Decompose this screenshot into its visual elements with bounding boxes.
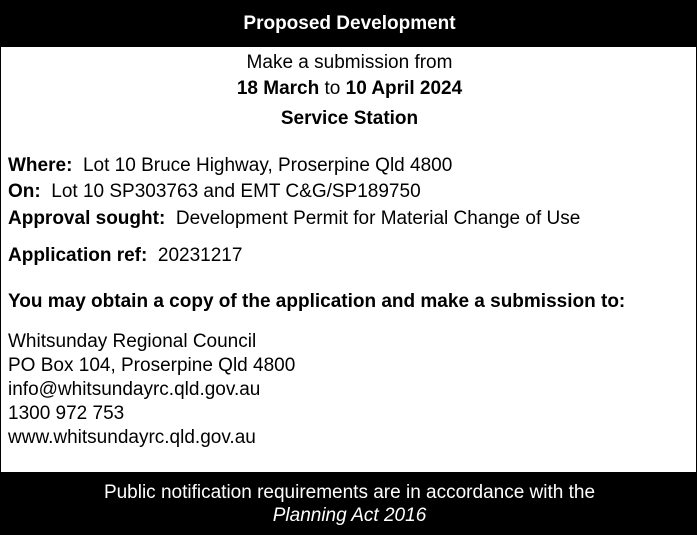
detail-where <box>8 155 452 177</box>
detail-on <box>8 181 421 203</box>
contact-organisation: Whitsunday Regional Council <box>8 331 257 352</box>
where-label: Where: <box>8 155 73 176</box>
header-banner <box>1 0 697 47</box>
contact-website[interactable]: www.whitsundayrc.qld.gov.au <box>8 427 256 448</box>
obtain-heading: You may obtain a copy of the application and make a submission to: <box>8 291 626 312</box>
contact-phone: 1300 972 753 <box>8 403 125 424</box>
ref-value: 20231217 <box>157 245 243 266</box>
footer-banner <box>1 472 697 535</box>
detail-approval <box>8 208 580 230</box>
on-value: Lot 10 SP303763 and EMT C&G/SP189750 <box>51 181 421 202</box>
ref-label: Application ref: <box>8 245 148 266</box>
contact-email[interactable]: info@whitsundayrc.qld.gov.au <box>8 379 261 400</box>
development-type: Service Station <box>280 108 419 129</box>
where-value: Lot 10 Bruce Highway, Proserpine Qld 4800 <box>82 155 453 176</box>
footer-act-name: Planning Act 2016 <box>272 505 427 526</box>
detail-application-ref <box>8 245 242 267</box>
submission-period <box>1 78 697 100</box>
approval-value: Development Permit for Material Change of Use <box>175 208 581 229</box>
approval-label: Approval sought: <box>8 208 166 229</box>
footer-line: Public notification requirements are in accordance with the <box>103 482 596 503</box>
submission-intro: Make a submission from <box>246 52 453 73</box>
submission-to-word: to <box>324 78 341 99</box>
submission-start-date: 18 March <box>236 78 320 99</box>
on-label: On: <box>8 181 41 202</box>
notice-title: Proposed Development <box>243 12 456 34</box>
submission-end-date: 10 April 2024 <box>345 78 463 99</box>
contact-postal: PO Box 104, Proserpine Qld 4800 <box>8 355 296 376</box>
